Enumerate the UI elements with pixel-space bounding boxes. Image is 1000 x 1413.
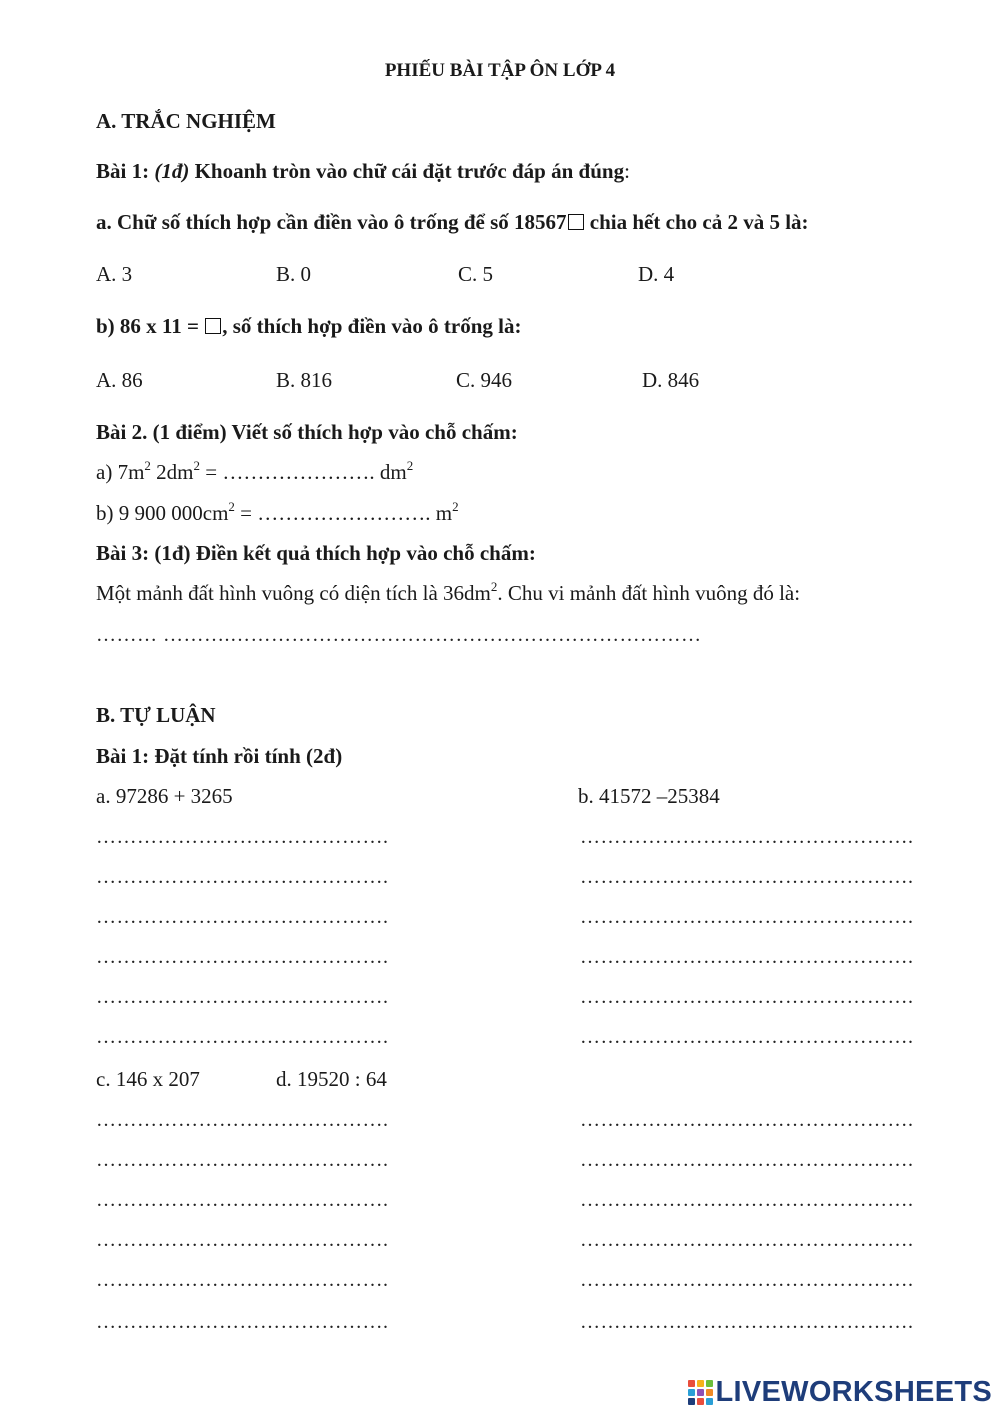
answer-line[interactable]: …………………………………….: [96, 986, 389, 1008]
answer-line[interactable]: ………………………………………….: [580, 826, 914, 848]
superscript: 2: [144, 458, 151, 473]
answer-line[interactable]: ………………………………………….: [580, 866, 914, 888]
question-b-text-end: , số thích hợp điền vào ô trống là:: [222, 314, 522, 338]
bai2-b-part: b) 9 900 000cm: [96, 501, 229, 525]
answer-line[interactable]: …………………………………….: [96, 826, 389, 848]
option-d[interactable]: D. 4: [638, 262, 675, 286]
bai3-text: [96, 581, 800, 606]
bai1-text: Khoanh tròn vào chữ cái đặt trước đáp án đúng: [194, 159, 625, 183]
superscript: 2: [490, 579, 498, 594]
bai1-label: Bài 1:: [96, 159, 150, 183]
bai2-a-part: 2dm: [150, 460, 194, 484]
answer-line[interactable]: …………………………………….: [96, 1269, 389, 1291]
option-a[interactable]: A. 3: [96, 262, 133, 286]
answer-line[interactable]: …………………………………….: [96, 866, 389, 888]
question-a: [96, 210, 809, 235]
answer-line[interactable]: …………………………………….: [96, 1229, 389, 1251]
answer-line[interactable]: …………………………………….: [96, 1109, 389, 1131]
answer-line[interactable]: …………………………………….: [96, 1311, 389, 1333]
answer-line[interactable]: ………………………………………….: [580, 906, 914, 928]
superscript: 2: [228, 499, 235, 514]
bai2-a-part: a) 7m: [96, 460, 145, 484]
bai2-a-answer[interactable]: = …………………. dm: [200, 460, 407, 484]
answer-line[interactable]: …………………………………….: [96, 946, 389, 968]
question-a-text-end: chia hết cho cả 2 và 5 là:: [584, 210, 809, 234]
answer-line[interactable]: ………………………………………….: [580, 986, 914, 1008]
bai3-answer-line[interactable]: ……… ……….……………………………………………………………: [96, 624, 702, 646]
answer-line[interactable]: …………………………………….: [96, 906, 389, 928]
page-title: PHIẾU BÀI TẬP ÔN LỚP 4: [384, 60, 616, 81]
bai2-b-answer[interactable]: = ……………………. m: [234, 501, 453, 525]
logo-text: LIVEWORKSHEETS: [715, 1375, 992, 1408]
option-d[interactable]: D. 846: [642, 368, 700, 392]
section-a-heading: A. TRẮC NGHIỆM: [96, 109, 276, 133]
option-b[interactable]: B. 816: [276, 368, 333, 392]
problem-a: a. 97286 + 3265: [96, 784, 233, 808]
section-b-heading: B. TỰ LUẬN: [96, 703, 216, 727]
logo-mark-icon: [688, 1380, 713, 1405]
question-b: [96, 314, 521, 339]
bai3-heading: Bài 3: (1đ) Điền kết quả thích hợp vào chỗ chấm:: [96, 541, 536, 565]
bai2-a: [96, 460, 413, 485]
answer-line[interactable]: ………………………………………….: [580, 1269, 914, 1291]
option-c[interactable]: C. 946: [456, 368, 513, 392]
answer-line[interactable]: ………………………………………….: [580, 1189, 914, 1211]
liveworksheets-logo[interactable]: [692, 1376, 992, 1408]
answer-line[interactable]: ………………………………………….: [580, 1311, 914, 1333]
option-a[interactable]: A. 86: [96, 368, 143, 392]
question-a-text: a. Chữ số thích hợp cần điền vào ô trống để số 18567: [96, 210, 567, 234]
option-b[interactable]: B. 0: [276, 262, 312, 286]
bai1-colon: :: [624, 159, 630, 183]
option-c[interactable]: C. 5: [458, 262, 494, 286]
answer-line[interactable]: …………………………………….: [96, 1149, 389, 1171]
problem-b: b. 41572 –25384: [578, 784, 720, 808]
b-bai1-heading: Bài 1: Đặt tính rồi tính (2đ): [96, 744, 343, 768]
superscript: 2: [406, 458, 414, 473]
answer-line[interactable]: …………………………………….: [96, 1189, 389, 1211]
superscript: 2: [193, 458, 200, 473]
superscript: 2: [452, 499, 459, 514]
bai1-instruction: [96, 159, 630, 184]
bai1-points: (1đ): [154, 159, 190, 183]
answer-line[interactable]: …………………………………….: [96, 1026, 389, 1048]
answer-line[interactable]: ………………………………………….: [580, 1229, 914, 1251]
bai2-heading: Bài 2. (1 điểm) Viết số thích hợp vào chỗ chấm:: [96, 420, 518, 444]
question-b-text: b) 86 x 11 =: [96, 314, 205, 338]
problem-d: d. 19520 : 64: [276, 1067, 387, 1091]
bai3-text-part: Một mảnh đất hình vuông có diện tích là 36dm: [96, 581, 491, 605]
bai3-text-part: . Chu vi mảnh đất hình vuông đó là:: [497, 581, 801, 605]
answer-line[interactable]: ………………………………………….: [580, 1149, 914, 1171]
answer-line[interactable]: ………………………………………….: [580, 946, 914, 968]
answer-line[interactable]: ………………………………………….: [580, 1026, 914, 1048]
answer-line[interactable]: ………………………………………….: [580, 1109, 914, 1131]
problem-c: c. 146 x 207: [96, 1067, 200, 1091]
blank-box: [568, 214, 584, 230]
blank-box: [205, 318, 221, 334]
bai2-b: [96, 501, 459, 526]
